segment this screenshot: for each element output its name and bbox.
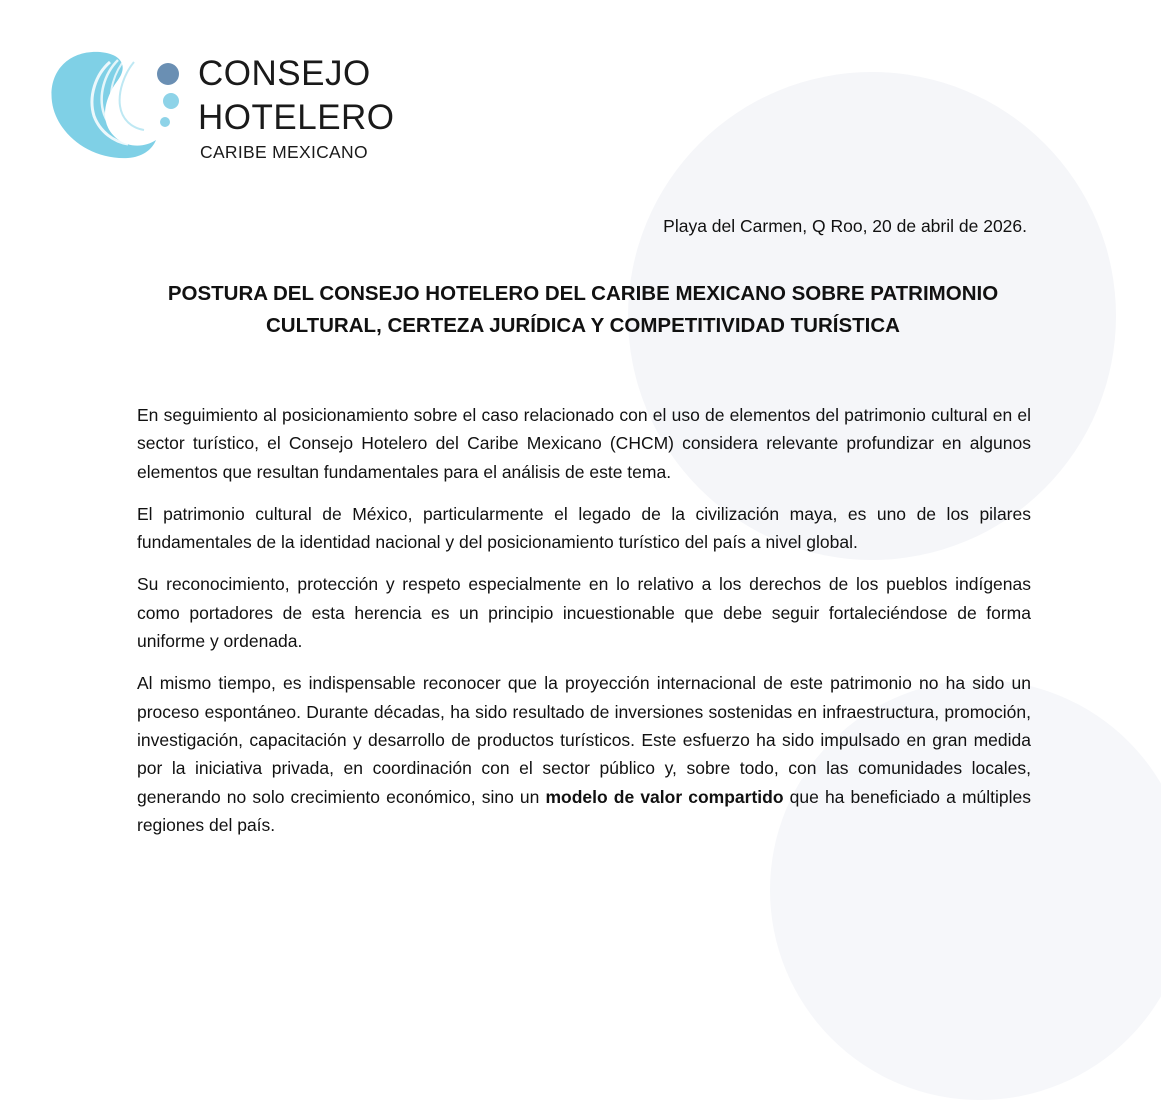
paragraph-4: [137, 669, 1031, 839]
title-line-1: POSTURA DEL CONSEJO HOTELERO DEL CARIBE MEXICANO SOBRE PATRIMONIO: [167, 282, 999, 305]
chcm-logo: [48, 44, 408, 169]
document-title: [120, 278, 1046, 342]
logo-line-hotelero: HOTELERO: [198, 98, 395, 137]
paragraph: Su reconocimiento, protección y respeto especialmente en lo relativo a los derechos de los pueblos indígenas como portadores de esta herencia es un principio incuestionable que debe seguir fortaleciéndose de forma uniforme y ordenada.: [137, 574, 1031, 652]
dateline: Playa del Carmen, Q Roo, 20 de abril de 2026.: [663, 216, 1027, 236]
wave-logo-icon: [48, 44, 198, 169]
title-line-2: CULTURAL, CERTEZA JURÍDICA Y COMPETITIVIDAD TURÍSTICA: [266, 314, 900, 337]
paragraph: En seguimiento al posicionamiento sobre el caso relacionado con el uso de elementos del patrimonio cultural en el sector turístico, el Consejo Hotelero del Caribe Mexicano (CHCM) considera relevante profundizar en algunos elementos que resultan fundamentales para el análisis de este tema.: [137, 405, 1031, 482]
document-body: [137, 401, 1031, 853]
paragraph-4-text-a: Al mismo tiempo, es indispensable reconocer que la proyección internacional de este patrimonio no ha sido un proceso espontáneo. Durante décadas, ha sido resultado de inversiones sostenidas en infraestructura, promoción, investigación, capacitación y desarrollo de productos turísticos. Este esfuerzo ha sido impulsado en gran medida por la iniciativa privada, en coordinación con el sector público y, sobre todo, con las comunidades locales, generando no solo crecimiento económico, sino un: [137, 673, 1031, 807]
paragraph: El patrimonio cultural de México, particularmente el legado de la civilización maya, es uno de los pilares fundamentales de la identidad nacional y del posicionamiento turístico del país a nivel global.: [137, 503, 1031, 553]
paragraph-4-bold: modelo de valor compartido: [545, 786, 784, 807]
logo-line-caribe-mexicano: CARIBE MEXICANO: [200, 142, 368, 162]
paragraph-4-text-b: que ha beneficiado a múltiples regiones del país.: [137, 786, 1031, 835]
logo-line-consejo: CONSEJO: [198, 54, 371, 93]
